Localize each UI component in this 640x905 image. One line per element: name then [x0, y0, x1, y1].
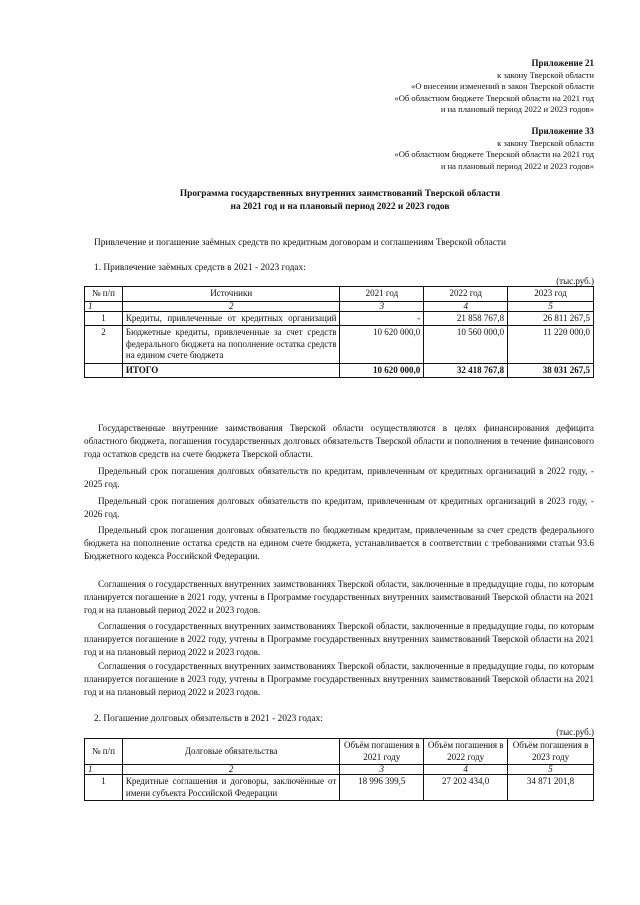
index-cell: 2 [122, 765, 339, 775]
value-2022-cell: 10 560 000,0 [424, 326, 508, 364]
header-cell-2021: Объём погашения в 2021 году [340, 739, 424, 765]
source-cell: Кредиты, привлеченные от кредитных организаций [122, 311, 340, 326]
appendix-21-line: «Об областном бюджете Тверской области на 2021 год [394, 92, 594, 103]
document-title [60, 188, 620, 214]
total-2022-cell: 32 418 767,8 [424, 363, 508, 378]
paragraph: Предельный срок погашения долговых обязательств по кредитам, привлеченным от кредитных организаций в 2023 году, - 2026 год. [84, 496, 594, 520]
appendix-33-line: к закону Тверской области [497, 137, 594, 148]
total-label-cell: ИТОГО [122, 363, 340, 378]
appendix-33-line: «Об областном бюджете Тверской области на 2021 год [394, 149, 594, 160]
row-number-cell: 1 [85, 311, 123, 326]
index-cell: 1 [85, 765, 123, 775]
table-row [85, 326, 594, 364]
index-cell: 4 [424, 301, 508, 311]
title-line-1: Программа государственных внутренних заимствований Тверской области [179, 189, 501, 199]
header-cell-2021: 2021 год [340, 287, 424, 302]
appendix-21-line: «О внесении изменений в закон Тверской области [411, 81, 594, 92]
value-2021-cell: 10 620 000,0 [340, 326, 424, 364]
table-header-row [85, 739, 594, 765]
appendix-21-block [394, 58, 594, 116]
index-cell: 4 [424, 765, 508, 775]
paragraph: Государственные внутренние заимствования Тверской области осуществляются в целях финансирования дефицита областного бюджета, погашения государственных долговых обязательств Тверской области и пополнения в течение финансового года остатков средств на счете бюджета Тверской области. [84, 423, 594, 460]
row-number-cell: 2 [85, 326, 123, 364]
section-2-unit: (тыс.руб.) [556, 727, 594, 737]
value-2023-cell: 11 220 000,0 [508, 326, 594, 364]
paragraph: Предельный срок погашения долговых обязательств по кредитам, привлеченным от кредитных организаций в 2022 году, - 2025 год. [84, 466, 594, 490]
appendix-33-line: и на плановый период 2022 и 2023 годов» [440, 160, 594, 171]
index-cell: 1 [85, 301, 123, 311]
obligation-cell: Кредитные соглашения и договоры, заключённые от имени субъекта Российской Федерации [122, 775, 339, 801]
table-row [85, 311, 594, 326]
header-cell-2023: 2023 год [508, 287, 594, 302]
section-1-unit: (тыс.руб.) [556, 276, 594, 286]
header-cell-number: № п/п [85, 287, 123, 302]
section-1-title: 1. Привлечение заёмных средств в 2021 - 2023 годах: [94, 263, 306, 273]
header-cell-obligations: Долговые обязательства [122, 739, 339, 765]
total-2021-cell: 10 620 000,0 [340, 363, 424, 378]
borrowing-table [84, 286, 594, 378]
header-cell-sources: Источники [122, 287, 340, 302]
value-2022-cell: 21 858 767,8 [424, 311, 508, 326]
value-2023-cell: 26 811 267,5 [508, 311, 594, 326]
table-total-row [85, 363, 594, 378]
header-cell-2022: 2022 год [424, 287, 508, 302]
row-number-cell: 1 [85, 775, 123, 801]
table-index-row [85, 301, 594, 311]
appendix-33-block [394, 126, 594, 172]
section-2-title: 2. Погашение долговых обязательств в 2021 - 2023 годах: [94, 714, 323, 724]
table-index-row [85, 765, 594, 775]
title-line-2: на 2021 год и на плановый период 2022 и 2023 годов [230, 202, 450, 212]
source-cell: Бюджетные кредиты, привлеченные за счет средств федерального бюджета на пополнение остатка средств на едином счете бюджета [122, 326, 340, 364]
header-cell-number: № п/п [85, 739, 123, 765]
index-cell: 3 [340, 765, 424, 775]
index-cell: 5 [508, 301, 594, 311]
paragraph: Предельный срок погашения долговых обязательств по бюджетным кредитам, привлеченным за счет средств федерального бюджета на пополнение остатка средств на едином счете бюджета, устанавливается в соответствии с требованиями статьи 93.6 Бюджетного кодекса Российской Федерации. [84, 525, 594, 562]
value-2021-cell: 18 996 399,5 [340, 775, 424, 801]
repayment-table [84, 738, 594, 801]
table-header-row [85, 287, 594, 302]
index-cell: 5 [508, 765, 594, 775]
appendix-21-line: к закону Тверской области [497, 69, 594, 80]
total-2023-cell: 38 031 267,5 [508, 363, 594, 378]
value-2021-cell: - [340, 311, 424, 326]
appendix-21-line: и на плановый период 2022 и 2023 годов» [440, 104, 594, 115]
paragraph: Соглашения о государственных внутренних заимствованиях Тверской области, заключенные в предыдущие годы, по которым планируется погашение в 2021 году, учтены в Программе государственных внутренних заимствований Тверской области на 2021 год и на плановый период 2022 и 2023 годов. [84, 579, 594, 616]
appendix-33-heading: Приложение 33 [531, 126, 594, 136]
table-row [85, 775, 594, 801]
header-cell-2022: Объём погашения в 2022 году [424, 739, 508, 765]
subheading: Привлечение и погашение заёмных средств по кредитным договорам и соглашениям Тверской области [94, 238, 507, 248]
value-2023-cell: 34 871 201,8 [508, 775, 594, 801]
header-cell-2023: Объём погашения в 2023 году [508, 739, 594, 765]
total-empty-cell [85, 363, 123, 378]
value-2022-cell: 27 202 434,0 [424, 775, 508, 801]
index-cell: 3 [340, 301, 424, 311]
paragraph: Соглашения о государственных внутренних заимствованиях Тверской области, заключенные в предыдущие годы, по которым планируется погашение в 2023 году, учтены в Программе государственных внутренних заимствований Тверской области на 2021 год и на плановый период 2022 и 2023 годов. [84, 661, 594, 698]
appendix-21-heading: Приложение 21 [531, 58, 594, 68]
index-cell: 2 [122, 301, 340, 311]
paragraph: Соглашения о государственных внутренних заимствованиях Тверской области, заключенные в предыдущие годы, по которым планируется погашение в 2022 году, учтены в Программе государственных внутренних заимствований Тверской области на 2021 год и на плановый период 2022 и 2023 годов. [84, 621, 594, 658]
